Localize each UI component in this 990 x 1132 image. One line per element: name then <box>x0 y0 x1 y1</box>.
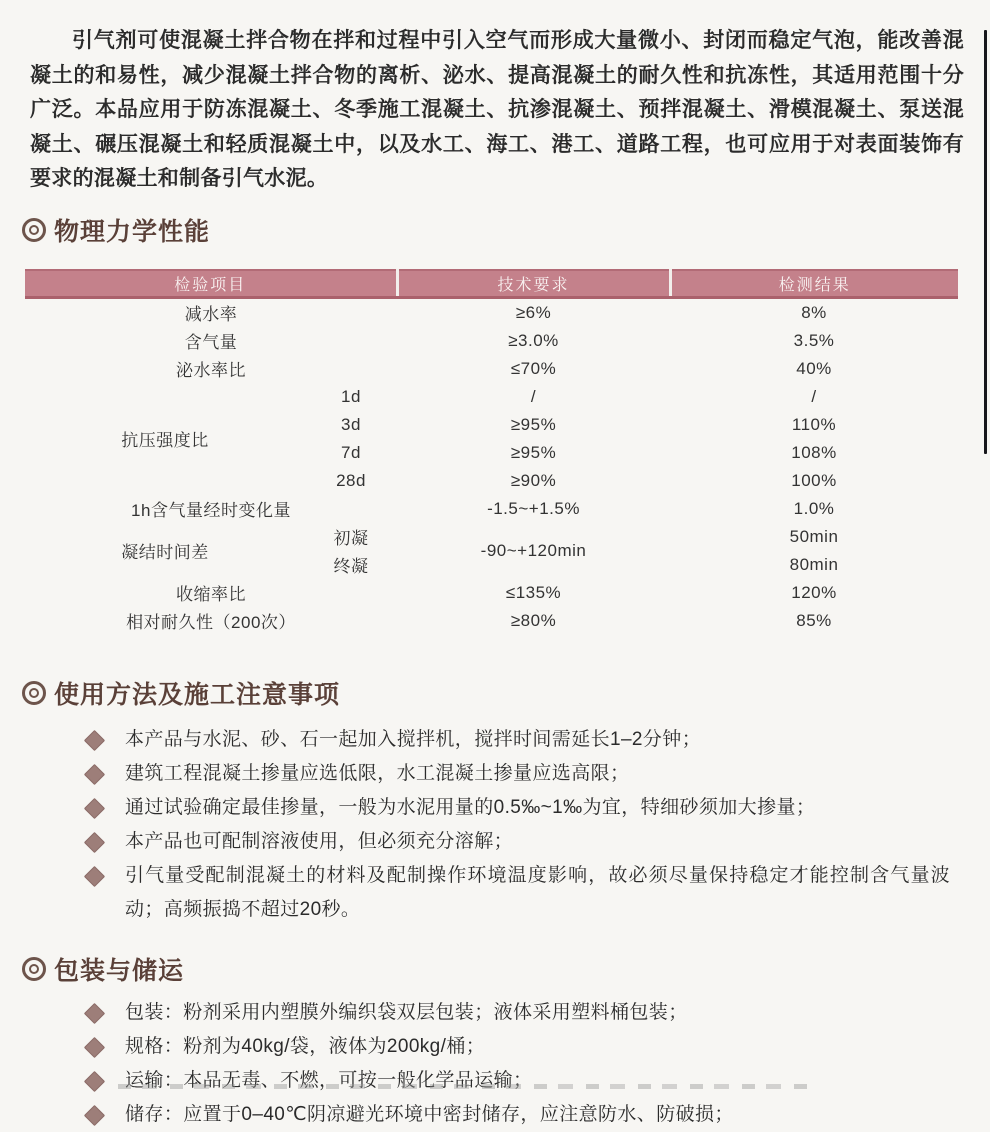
bullet-text: 通过试验确定最佳掺量，一般为水泥用量的0.5‰~1‰为宜，特细砂须加大掺量； <box>125 796 816 818</box>
cell-result: 110% <box>791 414 837 434</box>
usage-bullet-list <box>0 723 990 927</box>
double-circle-icon <box>22 957 46 981</box>
table-row <box>25 579 958 607</box>
cell-item: 泌水率比 <box>176 361 246 380</box>
cell-requirement: ≥80% <box>510 610 557 630</box>
cell-age: 28d <box>336 470 366 490</box>
cell-requirement: -1.5~+1.5% <box>487 498 580 518</box>
diamond-bullet-icon <box>84 1036 105 1057</box>
clipped-text-remnant <box>118 1084 818 1089</box>
table-row <box>25 355 958 383</box>
cell-requirement: ≥3.0% <box>508 330 559 350</box>
table-row <box>25 383 958 411</box>
cell-requirement: ≥90% <box>510 470 557 490</box>
cell-requirement: ≤135% <box>505 582 562 602</box>
diamond-bullet-icon <box>84 729 105 750</box>
bullet-text: 建筑工程混凝土掺量应选低限，水工混凝土掺量应选高限； <box>125 762 630 784</box>
cell-result: 80min <box>789 554 839 574</box>
cell-result: 8% <box>801 302 827 322</box>
cell-requirement: ≥6% <box>515 302 552 322</box>
cell-requirement: ≥95% <box>510 442 557 462</box>
bullet-item <box>85 825 950 859</box>
double-circle-icon <box>22 681 46 705</box>
header-requirement-col: 技术要求 <box>397 270 670 298</box>
cell-requirement: -90~+120min <box>480 540 587 560</box>
diamond-bullet-icon <box>84 797 105 818</box>
cell-result: 40% <box>796 358 832 378</box>
diamond-bullet-icon <box>84 1002 105 1023</box>
cell-item: 减水率 <box>184 305 238 324</box>
table-row <box>25 607 958 635</box>
cell-item: 1h含气量经时变化量 <box>131 501 291 520</box>
intro-paragraph: 引气剂可使混凝土拌合物在拌和过程中引入空气而形成大量微小、封闭而稳定气泡，能改善混凝土的和易性，减少混凝土拌合物的离析、泌水、提高混凝土的耐久性和抗冻性，其适用范围十分广泛。本品应用于防冻混凝土、冬季施工混凝土、抗渗混凝土、预拌混凝土、滑模混凝土、泵送混凝土、碾压混凝土和轻质混凝土中，以及水工、海工、港工、道路工程，也可应用于对表面装饰有要求的混凝土和制备引气水泥。 <box>30 29 964 190</box>
header-result-col: 检测结果 <box>670 270 958 298</box>
bullet-item <box>85 757 950 791</box>
cell-group-label: 凝结时间差 <box>121 543 209 562</box>
double-circle-icon <box>22 218 46 242</box>
section-heading-physical <box>22 212 990 248</box>
cell-requirement: / <box>530 386 537 406</box>
cell-age: 1d <box>341 386 361 406</box>
bullet-text: 规格：粉剂为40kg/袋，液体为200kg/桶； <box>125 1035 486 1057</box>
table-row <box>25 523 958 551</box>
cell-item: 相对耐久性（200次） <box>126 613 296 632</box>
section-title: 使用方法及施工注意事项 <box>54 680 341 709</box>
section-heading-usage <box>22 675 990 711</box>
bullet-text: 本产品也可配制溶液使用，但必须充分溶解； <box>125 830 514 852</box>
header-item-col: 检验项目 <box>25 270 397 298</box>
bullet-item <box>85 859 950 927</box>
cell-requirement: ≤70% <box>510 358 557 378</box>
cell-phase: 终凝 <box>333 557 369 576</box>
page-edge-line <box>984 30 987 454</box>
bullet-text: 储存：应置于0–40℃阴凉避光环境中密封储存，应注意防水、防破损； <box>125 1103 734 1125</box>
bullet-text: 运输：本品无毒、不燃，可按一般化学品运输； <box>125 1069 533 1091</box>
cell-age: 3d <box>341 414 361 434</box>
bullet-item <box>85 1030 950 1064</box>
bullet-text: 本产品与水泥、砂、石一起加入搅拌机，搅拌时间需延长1–2分钟； <box>125 728 702 750</box>
bullet-item <box>85 723 950 757</box>
cell-result: 3.5% <box>793 330 835 350</box>
bullet-item <box>85 791 950 825</box>
bullet-item <box>85 996 950 1030</box>
cell-result: / <box>811 386 817 406</box>
cell-result: 50min <box>789 526 839 546</box>
cell-result: 100% <box>791 470 837 490</box>
cell-result: 85% <box>796 610 832 630</box>
cell-group-label: 抗压强度比 <box>121 431 209 450</box>
bullet-text: 引气量受配制混凝土的材料及配制操作环境温度影响，故必须尽量保持稳定才能控制含气量波动；高频振捣不超过20秒。 <box>125 864 950 920</box>
table-row <box>25 297 958 327</box>
bullet-item <box>85 1098 950 1132</box>
performance-table <box>25 269 958 635</box>
cell-result: 1.0% <box>793 498 835 518</box>
section-title: 物理力学性能 <box>54 217 211 246</box>
cell-result: 108% <box>791 442 837 462</box>
bullet-item <box>85 1064 950 1098</box>
cell-age: 7d <box>341 442 361 462</box>
diamond-bullet-icon <box>84 1104 105 1125</box>
diamond-bullet-icon <box>84 763 105 784</box>
diamond-bullet-icon <box>84 831 105 852</box>
cell-item: 收缩率比 <box>176 585 246 604</box>
table-row <box>25 327 958 355</box>
cell-phase: 初凝 <box>333 529 369 548</box>
packing-bullet-list <box>0 996 990 1132</box>
diamond-bullet-icon <box>84 865 105 886</box>
cell-item: 含气量 <box>184 333 238 352</box>
bullet-text: 包装：粉剂采用内塑膜外编织袋双层包装；液体采用塑料桶包装； <box>125 1001 688 1023</box>
cell-result: 120% <box>791 582 837 602</box>
section-heading-packing <box>22 951 990 987</box>
table-header-row <box>25 270 958 298</box>
section-title: 包装与储运 <box>54 956 185 985</box>
diamond-bullet-icon <box>84 1070 105 1091</box>
table-row <box>25 495 958 523</box>
cell-requirement: ≥95% <box>510 414 557 434</box>
